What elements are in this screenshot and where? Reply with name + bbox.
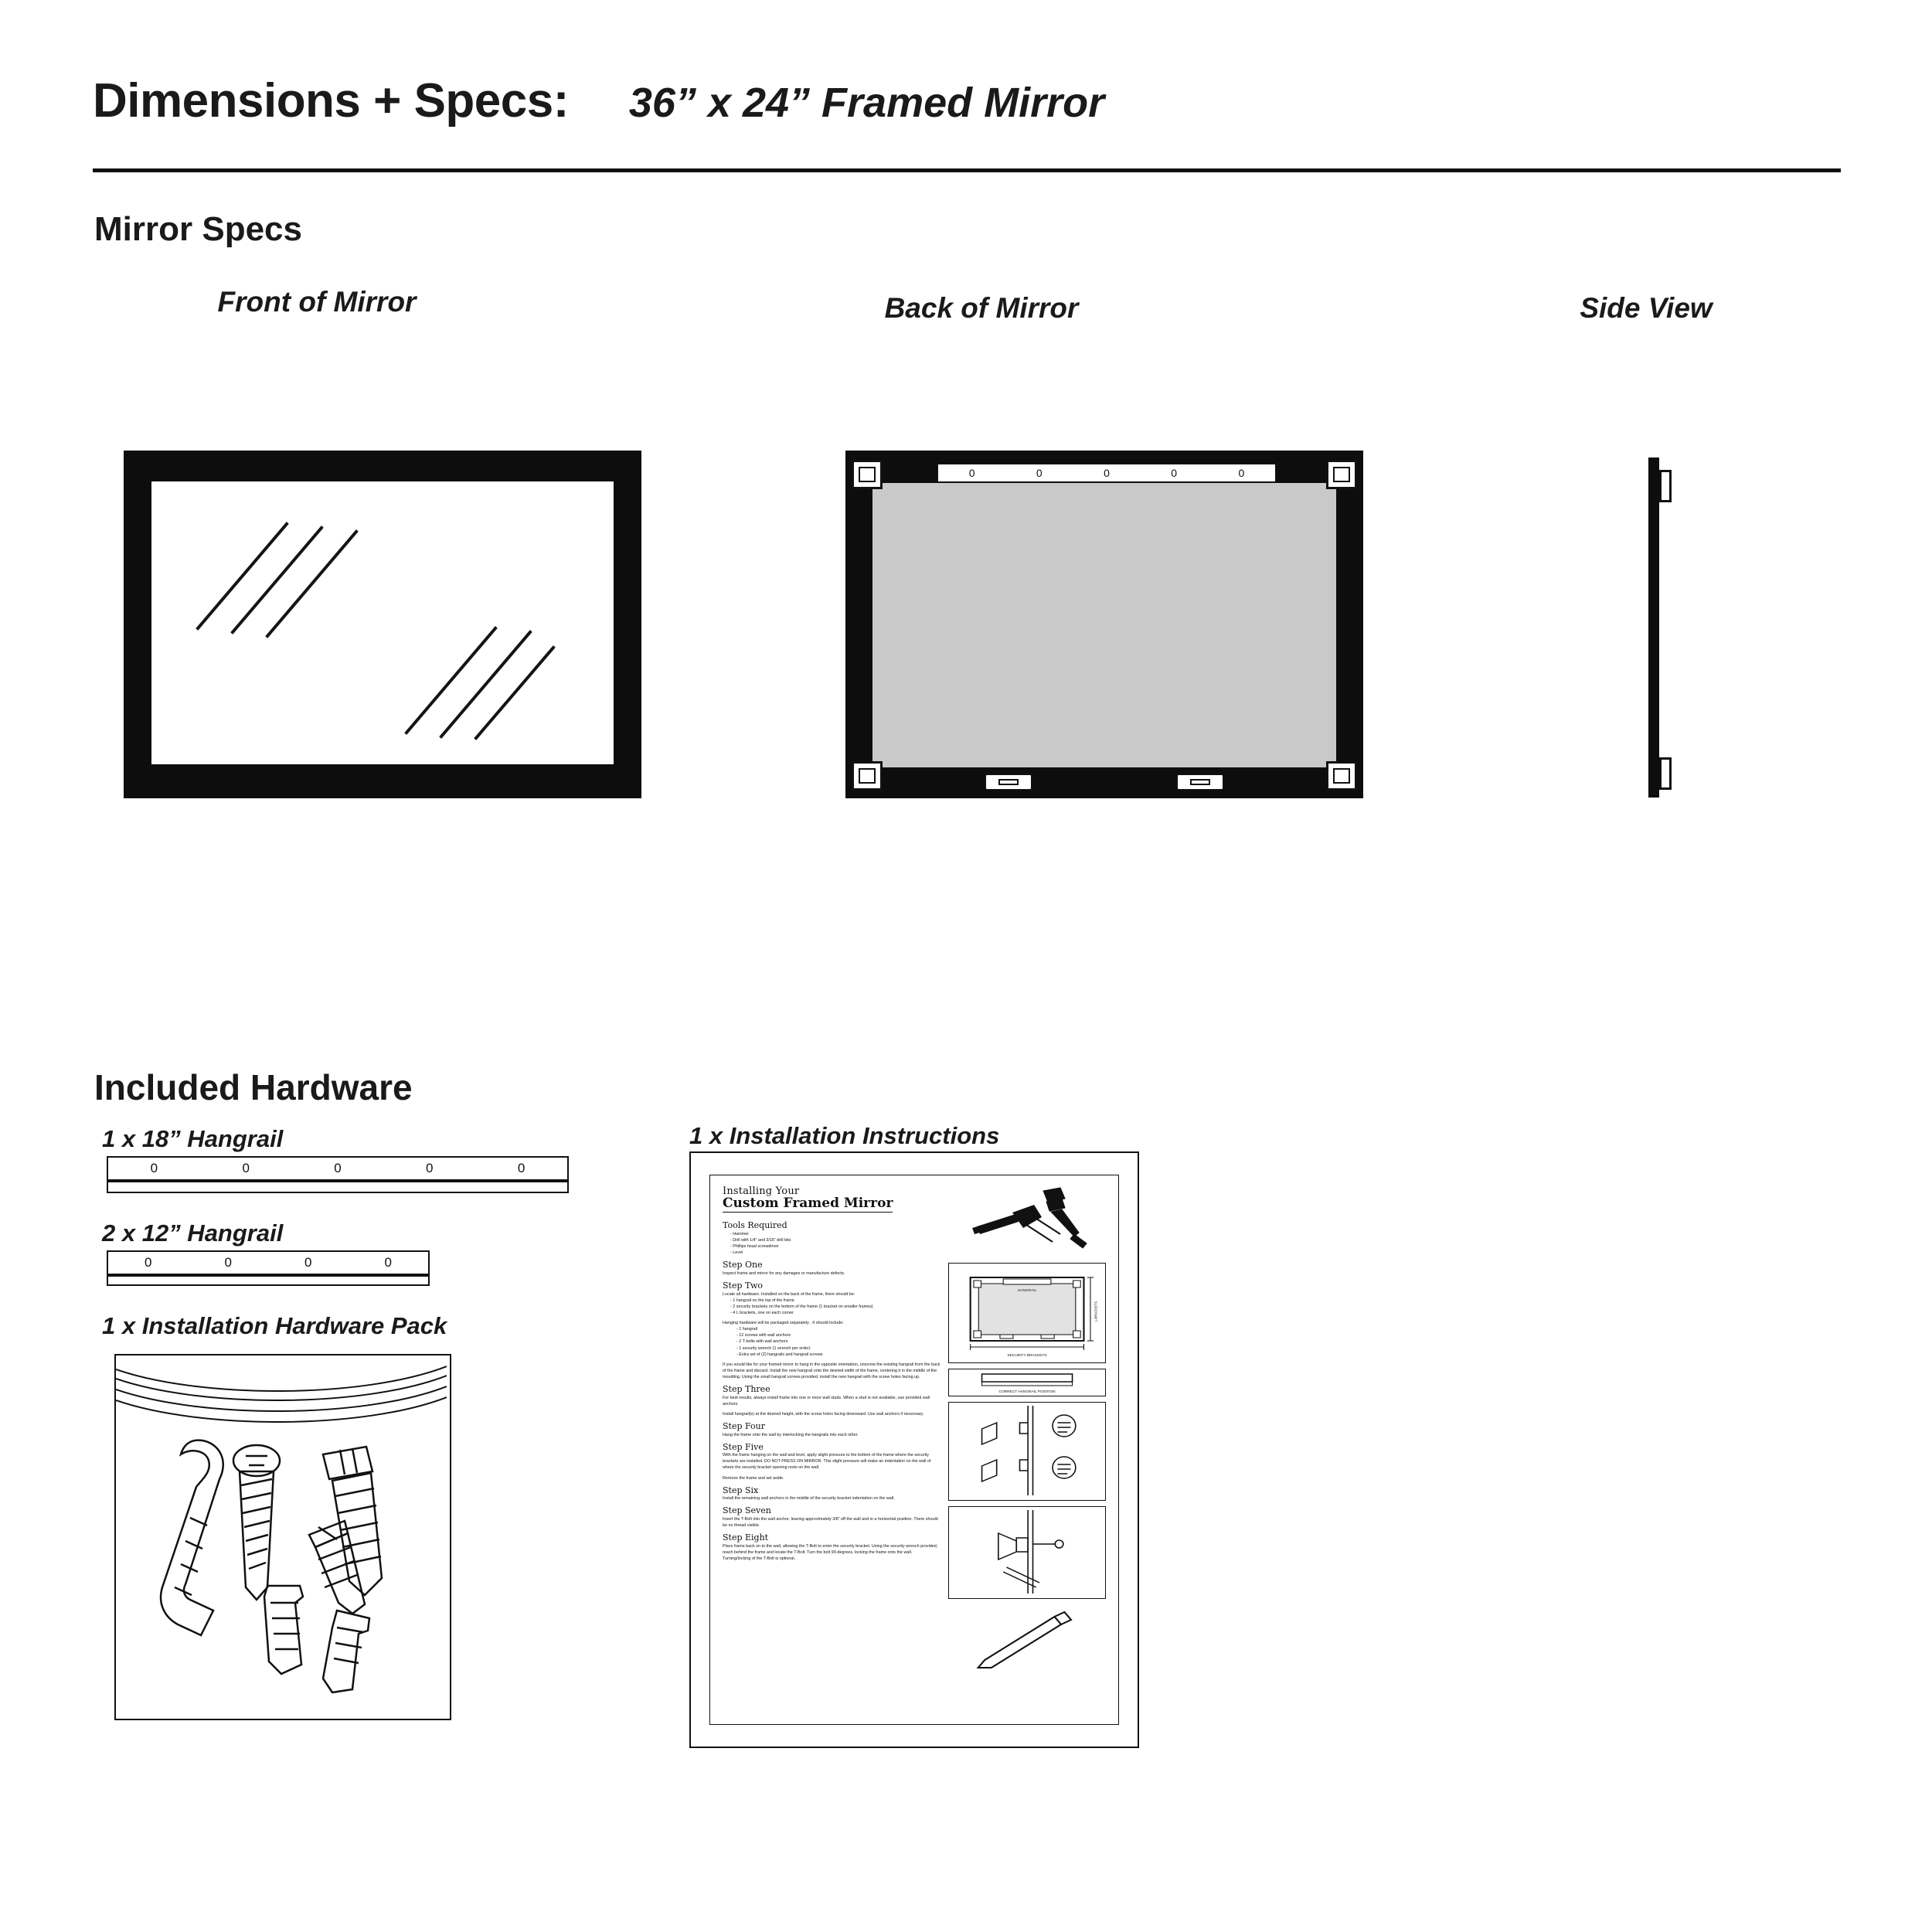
step-body: Place frame back on to the wall, allowing the T-Bolt to enter the security bracket. Using the security wrench provided, reach behind the frame and locate the T-Bolt. Turn the bolt 90-degrees, locking the frame onto the wall. Turning/locking of the T-Bolt is optional. bbox=[723, 1543, 938, 1561]
side-view-security-bracket-tab bbox=[1659, 757, 1672, 790]
tbolt-detail-icon bbox=[949, 1507, 1105, 1597]
instructions-title-line2: Custom Framed Mirror bbox=[723, 1197, 893, 1213]
step-heading: Step Three bbox=[723, 1384, 770, 1395]
page-subtitle: 36” x 24” Framed Mirror bbox=[628, 80, 1105, 126]
hangrail-hole: 0 bbox=[1238, 467, 1245, 479]
hangrail-18-base bbox=[107, 1181, 569, 1193]
step-line: Hanging hardware will be packaged separately . bbox=[723, 1321, 811, 1326]
step-line: - 1 hangrail bbox=[736, 1327, 757, 1332]
step-line: If you would like for your framed mirror to hang in the opposite orientation, unscrew the existing hangrail from the back of the frame and discard. Install the new hangrail onto the desired width of the frame, centering it in the middle of the moulding. Using the small hangrail screws provided, install the new hangrail with the screw holes facing up. bbox=[723, 1362, 940, 1379]
view-label-side: Side View bbox=[1580, 292, 1713, 324]
step-body bbox=[723, 1452, 940, 1481]
hardware-pack-illustration bbox=[114, 1354, 451, 1720]
step-line: - 12 screws with wall anchors bbox=[736, 1333, 791, 1338]
l-bracket-bottom-right bbox=[1326, 761, 1357, 791]
step-line: For best results, always install frame into one or more wall studs. When a stud is not available, use provided wall anchors. bbox=[723, 1395, 930, 1406]
rail-hole: 0 bbox=[304, 1255, 312, 1270]
step-heading: Step Four bbox=[723, 1420, 765, 1431]
figure-security-bracket-tbolt bbox=[948, 1506, 1106, 1599]
page-header bbox=[93, 73, 1839, 128]
security-bracket-left bbox=[985, 774, 1032, 791]
hangrail-position-icon bbox=[949, 1369, 1105, 1394]
step-spacer bbox=[723, 1407, 940, 1411]
svg-text:SECURITY BRACKETS: SECURITY BRACKETS bbox=[1007, 1353, 1047, 1357]
hangrail-hole: 0 bbox=[968, 467, 975, 479]
step-heading: Step Five bbox=[723, 1441, 764, 1452]
hardware-label-18-hangrail: 1 x 18” Hangrail bbox=[102, 1125, 284, 1152]
l-bracket-top-right bbox=[1326, 460, 1357, 489]
wrench-icon bbox=[948, 1604, 1106, 1677]
back-hangrail bbox=[937, 463, 1277, 483]
step-body bbox=[723, 1395, 940, 1417]
step-line: It should include: bbox=[812, 1321, 844, 1326]
step-line: - 2 T-bolts with wall anchors bbox=[736, 1339, 788, 1345]
hardware-label-12-hangrail: 2 x 12” Hangrail bbox=[102, 1219, 284, 1247]
page-title: Dimensions + Specs: bbox=[93, 74, 569, 128]
side-view-frame bbox=[1648, 457, 1659, 798]
step-body bbox=[723, 1291, 940, 1380]
step-heading: Step Six bbox=[723, 1485, 759, 1495]
step-heading: Step Two bbox=[723, 1281, 763, 1291]
figure-security-wrench bbox=[948, 1604, 1106, 1679]
step-line: Install hangrail(s) at the desired height, with the screw holes facing downward. Use wall anchors if necessary. bbox=[723, 1411, 924, 1417]
step-line: - 1 security wrench (1 wrench per order) bbox=[736, 1345, 811, 1351]
step-line: With the frame hanging on the wall and level, apply slight pressure to the bottom of the frame where the security brackets are installed. DO NOT PRESS ON MIRROR. This slight pressure will make an indentation on the wall of where the security bracket opening rests on the wall. bbox=[723, 1453, 931, 1471]
instructions-title-line1: Installing Your bbox=[723, 1185, 800, 1197]
instructions-figures-column bbox=[948, 1186, 1106, 1713]
security-bracket-right bbox=[1176, 774, 1224, 791]
step-line: - Extra set of (2) hangrails and hangrail screws bbox=[736, 1352, 823, 1357]
step-spacer bbox=[723, 1471, 940, 1475]
drill-and-hammer-icon bbox=[948, 1186, 1106, 1257]
hardware-bag-icon bbox=[116, 1355, 447, 1716]
figure-correct-hangrail-position bbox=[948, 1369, 1106, 1396]
view-label-back: Back of Mirror bbox=[884, 292, 1079, 324]
step-heading: Step Seven bbox=[723, 1505, 771, 1516]
svg-text:HANGRAIL: HANGRAIL bbox=[1017, 1288, 1037, 1292]
tool-item: - Hammer bbox=[730, 1232, 749, 1237]
tools-required-heading: Tools Required bbox=[723, 1220, 787, 1231]
interlock-detail-icon bbox=[949, 1403, 1105, 1498]
l-bracket-bottom-left bbox=[852, 761, 883, 791]
instructions-text-column bbox=[723, 1186, 940, 1713]
hangrail-18-illustration bbox=[107, 1156, 569, 1181]
hangrail-hole: 0 bbox=[1036, 467, 1043, 479]
step-spacer bbox=[723, 1358, 940, 1362]
svg-text:CORRECT HANGRAIL POSITION: CORRECT HANGRAIL POSITION bbox=[998, 1389, 1056, 1393]
step-spacer bbox=[723, 1316, 940, 1320]
side-view-hangrail-tab bbox=[1659, 470, 1672, 502]
step-body: Install the remaining wall anchors in the middle of the security bracket indentation on the wall. bbox=[723, 1496, 895, 1502]
figure-frame-back-hardware bbox=[948, 1263, 1106, 1363]
hardware-label-install-pack: 1 x Installation Hardware Pack bbox=[102, 1312, 447, 1339]
step-line: Locate all hardware. Installed on the back of the frame, there should be: bbox=[723, 1291, 855, 1297]
view-label-front: Front of Mirror bbox=[217, 286, 417, 318]
step-heading: Step Eight bbox=[723, 1532, 769, 1543]
svg-text:L-BRACKETS: L-BRACKETS bbox=[1094, 1301, 1098, 1322]
installation-instructions-sheet bbox=[689, 1151, 1139, 1748]
rail-hole: 0 bbox=[224, 1255, 232, 1270]
rail-hole: 0 bbox=[426, 1161, 434, 1175]
rail-hole: 0 bbox=[384, 1255, 392, 1270]
section-title-mirror-specs: Mirror Specs bbox=[94, 210, 302, 248]
tool-item: - Level bbox=[730, 1250, 743, 1256]
mirror-back-panel bbox=[872, 483, 1336, 767]
hangrail-hole: 0 bbox=[1171, 467, 1178, 479]
rail-hole: 0 bbox=[145, 1255, 152, 1270]
step-body: Hang the frame onto the wall by interlocking the hangrails into each other. bbox=[723, 1432, 859, 1437]
back-mirror-illustration bbox=[845, 451, 1363, 798]
step-body: Insert the T-Bolt into the wall anchor, leaving approximately 3/8” off the wall and in a horizontal position. There should be no thread visible. bbox=[723, 1516, 938, 1528]
step-body: Inspect frame and mirror for any damages or manufacture defects. bbox=[723, 1271, 845, 1277]
rail-hole: 0 bbox=[334, 1161, 342, 1175]
rail-hole: 0 bbox=[242, 1161, 250, 1175]
l-bracket-top-left bbox=[852, 460, 883, 489]
hangrail-12-base bbox=[107, 1275, 430, 1286]
hangrail-hole: 0 bbox=[1104, 467, 1110, 479]
section-title-included-hardware: Included Hardware bbox=[94, 1067, 413, 1107]
tool-item: - Phillips head screwdriver bbox=[730, 1244, 779, 1250]
glass-reflection-icon bbox=[151, 481, 614, 764]
hardware-label-instructions: 1 x Installation Instructions bbox=[689, 1122, 1000, 1149]
front-mirror-illustration bbox=[124, 451, 641, 798]
mirror-glass bbox=[151, 481, 614, 764]
tool-item: - Drill with 1/4” and 3/16” drill bits bbox=[730, 1238, 791, 1243]
figure-tools bbox=[948, 1186, 1106, 1257]
hangrail-12-illustration bbox=[107, 1250, 430, 1275]
step-line: - 4 L brackets, one on each corner bbox=[730, 1311, 794, 1315]
rail-hole: 0 bbox=[150, 1161, 158, 1175]
step-line: - 1 hangrail on the top of the frame bbox=[730, 1298, 794, 1303]
step-line: - 2 security brackets on the bottom of the frame (1 bracket on smaller frames) bbox=[730, 1304, 873, 1309]
tools-required-list bbox=[723, 1231, 940, 1256]
figure-interlocking-hangrails bbox=[948, 1402, 1106, 1501]
rail-hole: 0 bbox=[517, 1161, 526, 1175]
step-heading: Step One bbox=[723, 1260, 763, 1270]
step-line: Remove the frame and set aside. bbox=[723, 1475, 784, 1481]
header-divider bbox=[93, 168, 1841, 172]
frame-back-diagram-icon bbox=[949, 1264, 1105, 1361]
